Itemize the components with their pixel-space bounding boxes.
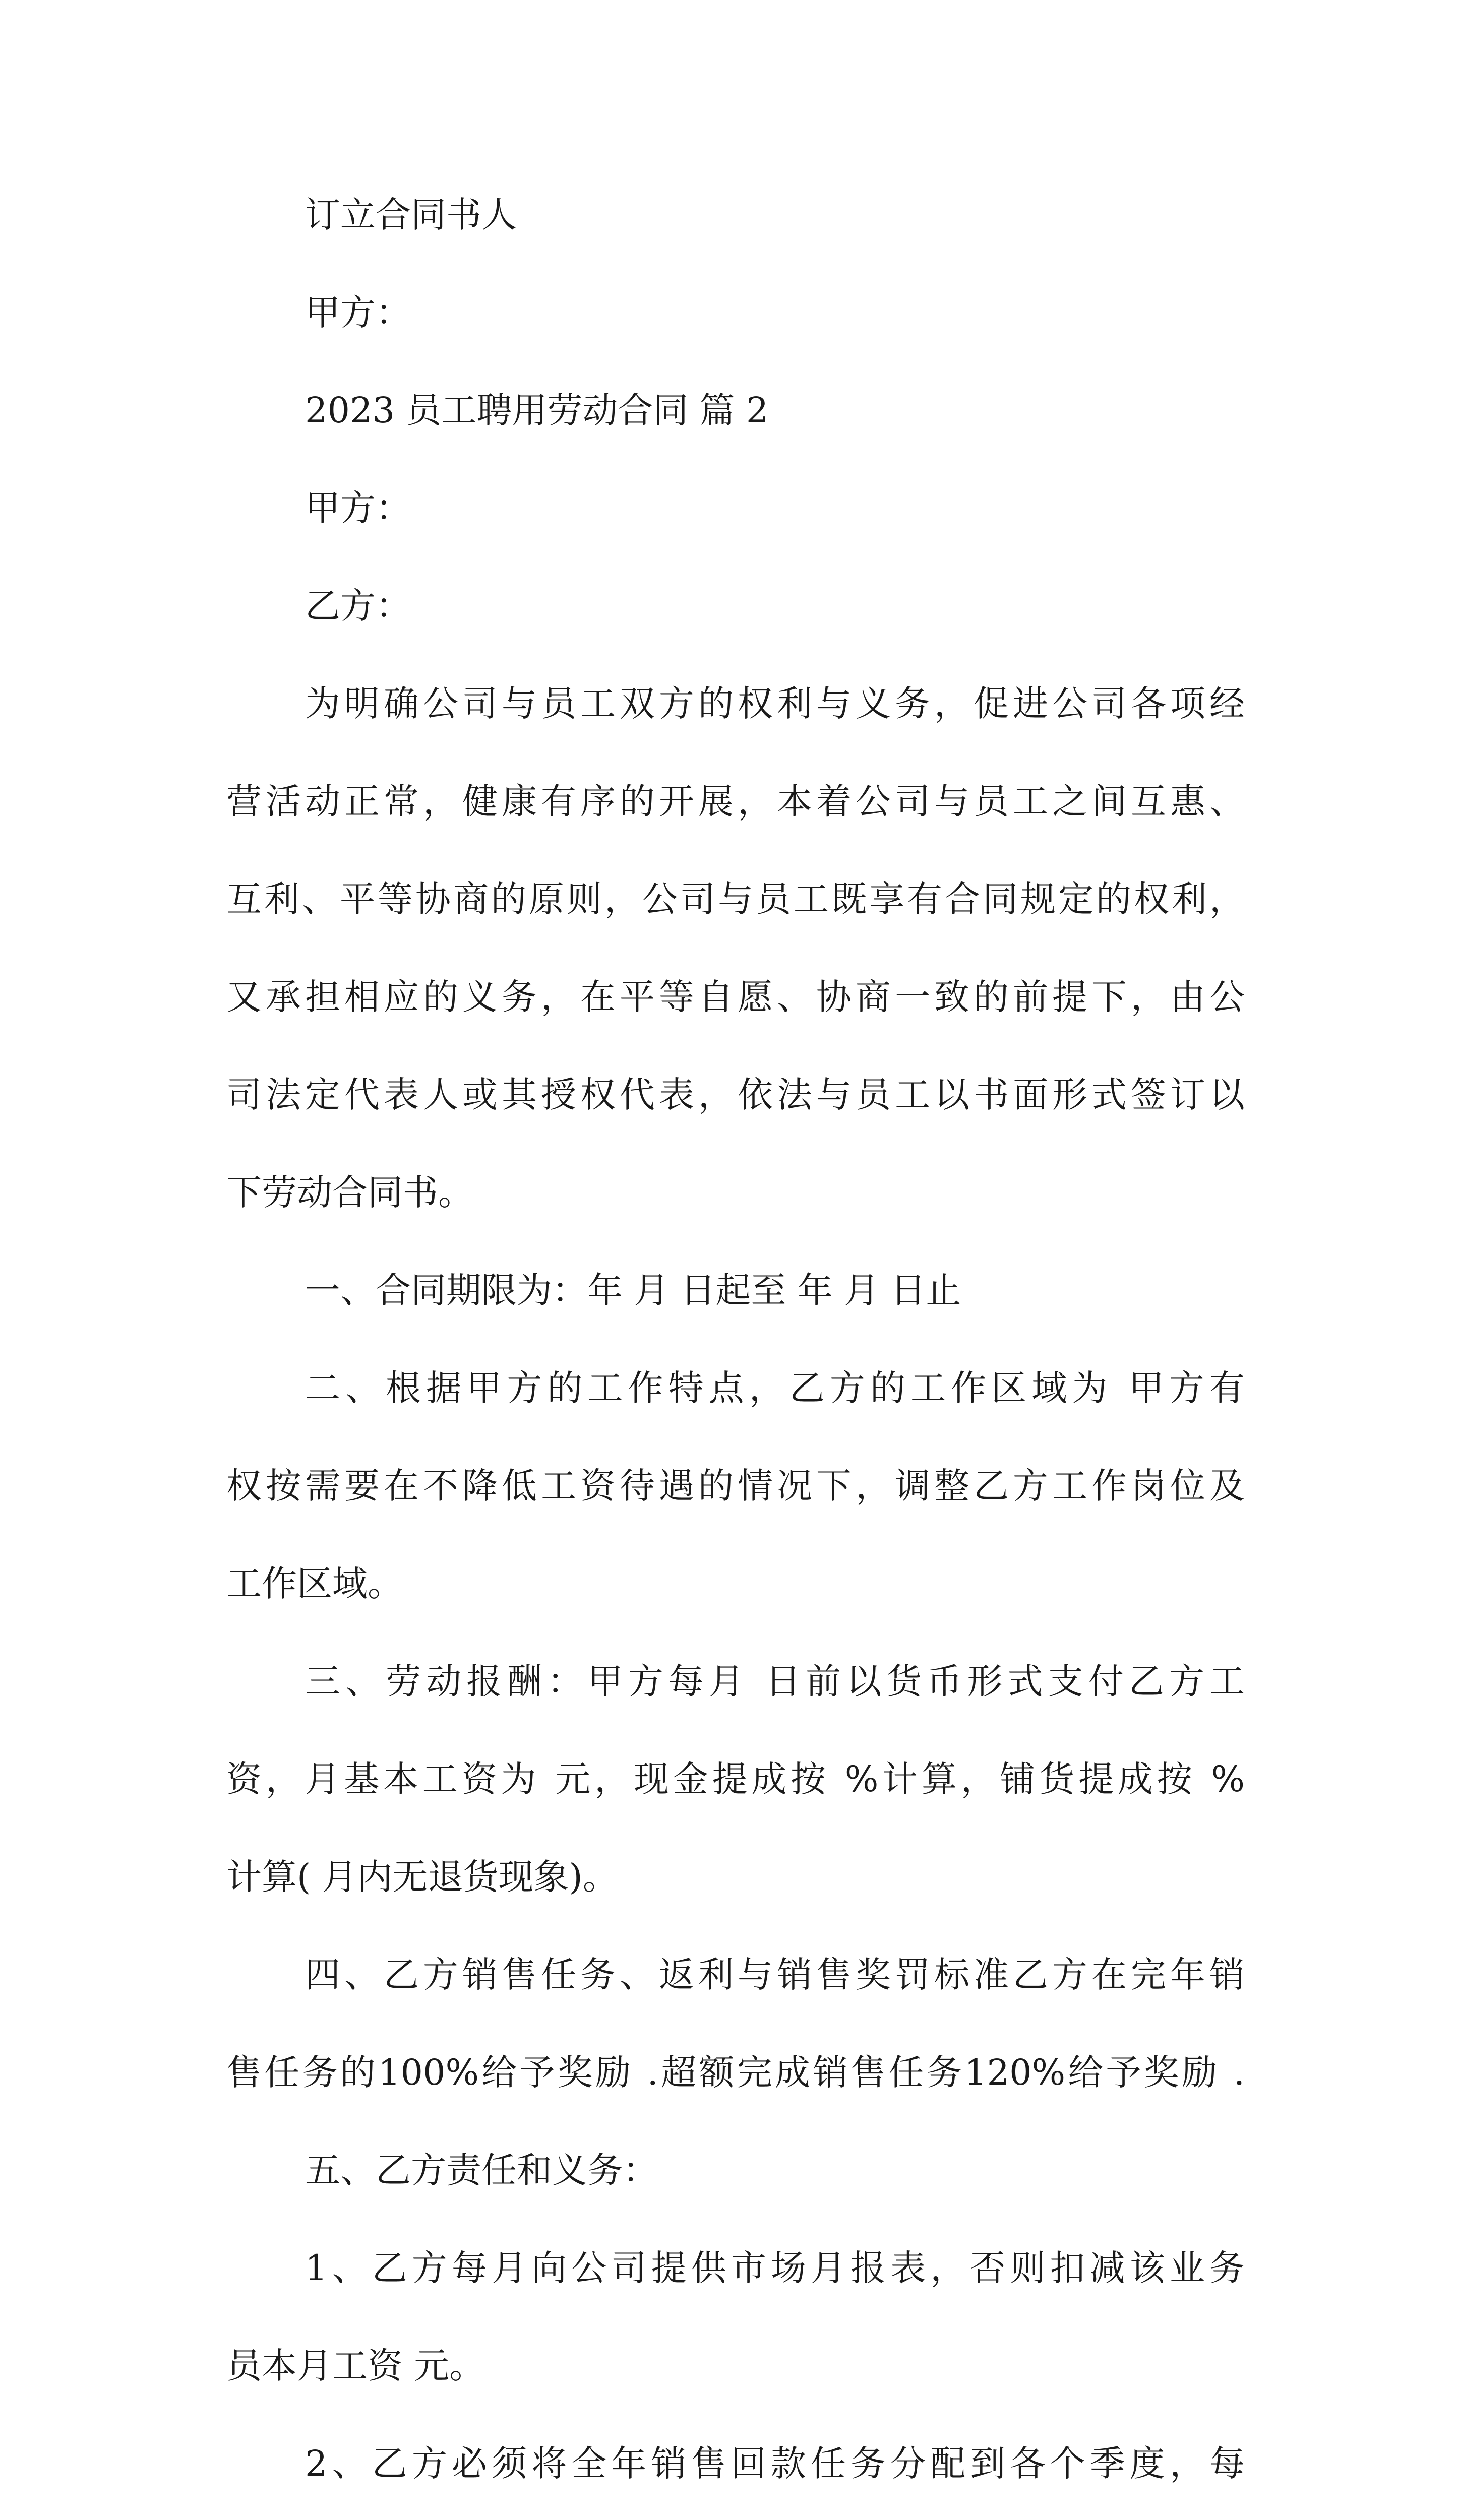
paragraph-row: 权按需要在不降低工资待遇的情况下，调整乙方工作岗位及 [226, 1465, 1245, 1506]
paragraph-row: 二、根据甲方的工作特点，乙方的工作区域为 甲方有 [305, 1367, 1245, 1409]
party-a-label: 甲方： [305, 292, 411, 333]
duty-item-1 [226, 2244, 1245, 2390]
clause-5-duties [226, 2146, 1245, 2194]
contract-title: 2023 员工聘用劳动合同 篇 2 [305, 390, 769, 431]
signatory-heading: 订立合同书人 [305, 194, 517, 235]
document-body [226, 191, 1245, 2520]
paragraph-row: 为明确公司与员工双方的权利与义务，促进公司各项经 [305, 683, 1245, 724]
paragraph-row: 工作区域。 [226, 1563, 403, 1604]
preamble-paragraph [226, 679, 1245, 1217]
paragraph-row: 下劳动合同书。 [226, 1172, 473, 1213]
party-a-label-2: 甲方： [305, 487, 411, 529]
paragraph-row: 1、乙方每月向公司提供市场月报表，否则扣减该业务 [305, 2247, 1245, 2289]
paragraph-row: 计算( 月内无退货现象)。 [226, 1856, 618, 1898]
paragraph-row: 又承担相应的义务，在平等自愿、协商一致的前提下，由公 [226, 976, 1245, 1018]
duty-item-2 [226, 2439, 1245, 2488]
paragraph-row: 员本月工资 元。 [226, 2345, 485, 2386]
paragraph-row: 五、乙方责任和义务： [305, 2150, 658, 2191]
paragraph-row: 互利、平等协商的原则，公司与员工既享有合同规定的权利， [226, 878, 1245, 920]
paragraph-row: 营活动正常，健康有序的开展，本着公司与员工之间互惠、 [226, 781, 1245, 822]
paragraph-row: 资，月基本工资为 元，现金提成按 %计算，铺货提成按 % [226, 1758, 1245, 1800]
clause-4-sales-targets [226, 1950, 1245, 2097]
party-b-label: 乙方： [305, 585, 411, 626]
clause-2-work-area [226, 1364, 1245, 1608]
clause-1-term [226, 1266, 1245, 1314]
clause-3-remuneration [226, 1657, 1245, 1901]
paragraph-row: 2、乙方必须将全年销售回款任务分配到各个季度，每 [305, 2443, 1245, 2484]
paragraph-row: 三、劳动报酬：甲方每月 日前以货币形式支付乙方工 [305, 1661, 1245, 1702]
paragraph-row: 四、乙方销售任务、返利与销售奖罚标准乙方在完年销 [305, 1954, 1245, 1995]
paragraph-row: 司法定代表人或其授权代表，依法与员工以书面形式签订以 [226, 1074, 1245, 1115]
paragraph-row: 一、合同期限为：年 月 日起至 年 月 日止 [305, 1270, 961, 1311]
paragraph-row: 售任务的100%给予奖励 .超额完成销售任务120%给予奖励 . [226, 2052, 1245, 2093]
